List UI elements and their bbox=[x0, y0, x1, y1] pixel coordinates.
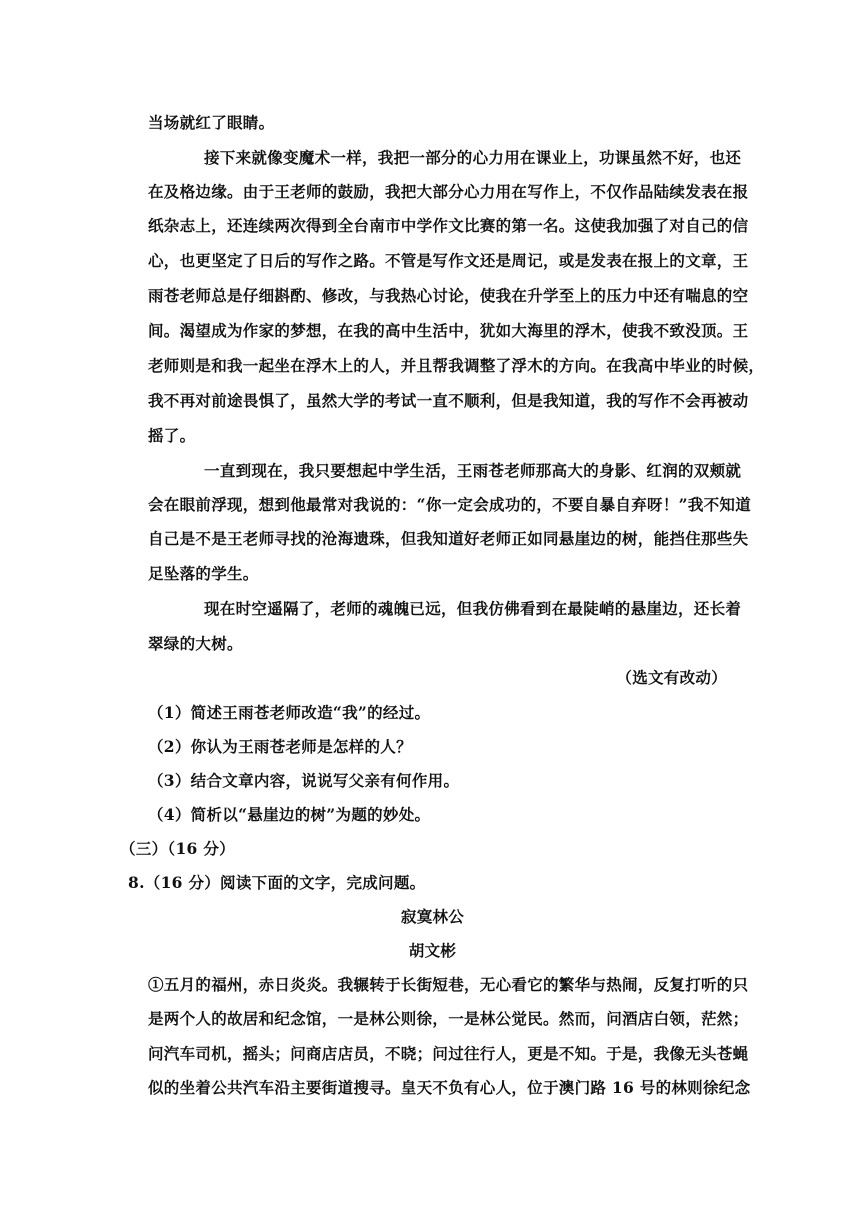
text-line: 间。渴望成为作家的梦想，在我的高中生活中，犹如大海里的浮木，使我不致没顶。王 bbox=[148, 321, 749, 340]
text-line: 接下来就像变魔术一样，我把一部分的心力用在课业上，功课虽然不好，也还 bbox=[204, 148, 742, 167]
text-line: 翠绿的大树。 bbox=[148, 634, 243, 653]
text-line: （2）你认为王雨苍老师是怎样的人？ bbox=[148, 737, 412, 756]
text-line: （1）简述王雨苍老师改造“我”的经过。 bbox=[148, 703, 431, 722]
text-line: 雨苍老师总是仔细斟酌、修改，与我热心讨论，使我在升学至上的压力中还有喘息的空 bbox=[148, 286, 749, 305]
text-line: （4）简析以“悬崖边的树”为题的妙处。 bbox=[148, 805, 431, 824]
text-line: 当场就红了眼睛。 bbox=[148, 113, 275, 132]
text-line: 会在眼前浮现，想到他最常对我说的：“你一定会成功的，不要自暴自弃呀！”我不知道 bbox=[148, 495, 752, 514]
text-line: 一直到现在，我只要想起中学生活，王雨苍老师那高大的身影、红润的双颊就 bbox=[204, 461, 742, 480]
text-line: 我不再对前途畏惧了，虽然大学的考试一直不顺利，但是我知道，我的写作不会再被动 bbox=[148, 391, 749, 410]
text-line: ①五月的福州，赤日炎炎。我辗转于长街短巷，无心看它的繁华与热闹，反复打听的只 bbox=[148, 975, 749, 994]
text-line: 现在时空遥隔了，老师的魂魄已远，但我仿佛看到在最陡峭的悬崖边，还长着 bbox=[204, 599, 742, 618]
text-line: 心，也更坚定了日后的写作之路。不管是写作文还是周记，或是发表在报上的文章，王 bbox=[148, 251, 749, 270]
text-line: 纸杂志上，还连续两次得到全台南市中学作文比赛的第一名。这使我加强了对自己的信 bbox=[148, 216, 749, 235]
text-line: 是两个人的故居和纪念馆，一是林公则徐，一是林公觉民。然而，问酒店白领，茫然； bbox=[148, 1009, 749, 1028]
text-line: 8.（16 分）阅读下面的文字，完成问题。 bbox=[128, 873, 426, 892]
text-line: 似的坐着公共汽车沿主要街道搜寻。皇天不负有心人，位于澳门路 16 号的林则徐纪念 bbox=[148, 1078, 751, 1097]
text-line: 胡文彬 bbox=[408, 941, 457, 960]
text-line: （3）结合文章内容，说说写父亲有何作用。 bbox=[148, 771, 460, 790]
text-line: 在及格边缘。由于王老师的鼓励，我把大部分心力用在写作上，不仅作品陆续发表在报 bbox=[148, 182, 749, 201]
text-line: 老师则是和我一起坐在浮木上的人，并且帮我调整了浮木的方向。在我高中毕业的时候， bbox=[148, 356, 765, 375]
text-line: 问汽车司机，摇头；问商店店员，不晓；问过往行人，更是不知。于是，我像无头苍蝇 bbox=[148, 1044, 749, 1063]
text-line: 自己是不是王老师寻找的沧海遗珠，但我知道好老师正如同悬崖边的树，能挡住那些失 bbox=[148, 529, 749, 548]
text-line: （三）（16 分） bbox=[120, 839, 235, 858]
text-line: 寂寞林公 bbox=[400, 907, 465, 926]
text-line: （选文有改动） bbox=[616, 668, 727, 687]
text-line: 摇了。 bbox=[148, 426, 196, 445]
text-line: 足坠落的学生。 bbox=[148, 564, 259, 583]
